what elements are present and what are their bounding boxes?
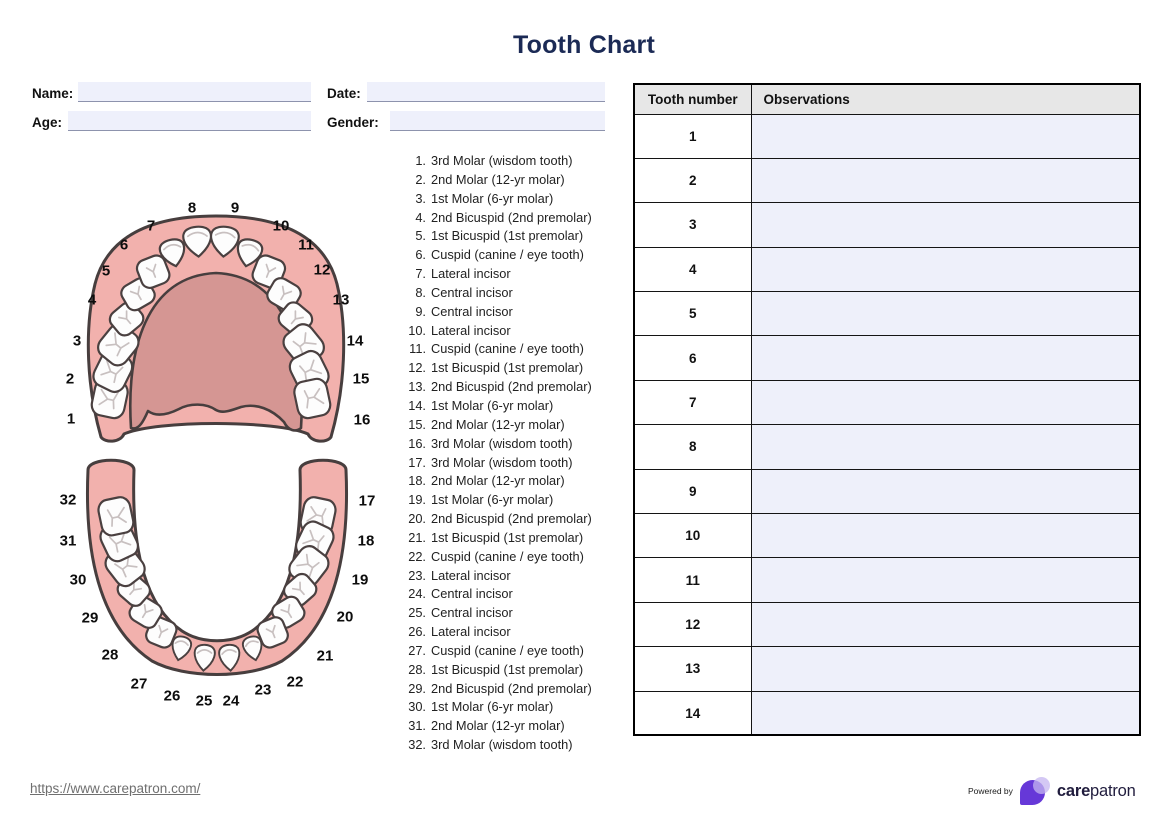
observations-cell[interactable]: [751, 247, 1140, 291]
date-input[interactable]: [367, 82, 605, 102]
tooth-list-number: 22.: [408, 548, 426, 564]
tooth-list-number: 17.: [408, 454, 426, 470]
list-item: [401, 454, 616, 473]
table-row: [634, 158, 1140, 202]
list-item: [401, 435, 616, 454]
observations-cell[interactable]: [751, 425, 1140, 469]
tooth-list-number: 30.: [408, 699, 426, 715]
tooth-list-number: 3.: [415, 190, 426, 206]
observations-cell[interactable]: [751, 158, 1140, 202]
table-header-row: [634, 84, 1140, 114]
list-item: [401, 736, 616, 755]
table-row: [634, 558, 1140, 602]
tooth-list-name: Cuspid (canine / eye tooth): [431, 548, 584, 564]
tooth-list-number: 2.: [415, 171, 426, 187]
tooth-number-cell: 13: [634, 647, 751, 691]
list-item: [401, 680, 616, 699]
observations-header: Observations: [751, 84, 1140, 114]
observations-cell[interactable]: [751, 380, 1140, 424]
tooth-number-label: 11: [298, 236, 314, 254]
list-item: [401, 209, 616, 228]
tooth-number-label: 3: [72, 332, 82, 350]
list-item: [401, 698, 616, 717]
list-item: [401, 322, 616, 341]
table-row: [634, 647, 1140, 691]
observations-cell[interactable]: [751, 469, 1140, 513]
tooth-number-label: 10: [272, 217, 290, 235]
observations-cell[interactable]: [751, 602, 1140, 646]
tooth-number-label: 31: [59, 532, 77, 550]
tooth-list-number: 14.: [408, 397, 426, 413]
tooth-number-label: 28: [101, 646, 119, 664]
tooth-list-name: Central incisor: [431, 586, 513, 602]
table-row: [634, 425, 1140, 469]
list-item: [401, 604, 616, 623]
tooth-number-label: 25: [195, 692, 213, 710]
tooth-number-label: 1: [66, 410, 76, 428]
table-row: [634, 691, 1140, 735]
tooth-list-number: 20.: [408, 511, 426, 527]
tooth-list-name: Lateral incisor: [431, 567, 511, 583]
tooth-list-number: 25.: [408, 605, 426, 621]
tooth-list-number: 19.: [408, 492, 426, 508]
list-item: [401, 623, 616, 642]
age-label: Age:: [32, 115, 62, 130]
list-item: [401, 491, 616, 510]
tooth-number-cell: 10: [634, 514, 751, 558]
gender-label: Gender:: [327, 115, 379, 130]
tooth-list-name: 2nd Bicuspid (2nd premolar): [431, 511, 592, 527]
tooth-number-cell: 5: [634, 292, 751, 336]
tooth-number-label: 14: [346, 332, 364, 350]
list-item: [401, 265, 616, 284]
tooth-list-name: Lateral incisor: [431, 322, 511, 338]
tooth-list-number: 32.: [408, 737, 426, 753]
tooth-number-cell: 9: [634, 469, 751, 513]
tooth-list-name: Central incisor: [431, 303, 513, 319]
table-row: [634, 336, 1140, 380]
tooth-shape: [97, 495, 136, 537]
tooth-list-name: 2nd Molar (12-yr molar): [431, 416, 565, 432]
tooth-number-cell: 14: [634, 691, 751, 735]
page-title: Tooth Chart: [513, 31, 655, 59]
tooth-number-label: 7: [146, 217, 156, 235]
tooth-number-label: 15: [352, 370, 370, 388]
tooth-number-header: Tooth number: [634, 84, 751, 114]
tooth-number-label: 16: [353, 411, 371, 429]
table-row: [634, 114, 1140, 158]
tooth-number-label: 29: [81, 609, 99, 627]
tooth-number-label: 6: [119, 236, 129, 254]
list-item: [401, 340, 616, 359]
table-row: [634, 292, 1140, 336]
name-input[interactable]: [78, 82, 311, 102]
list-item: [401, 585, 616, 604]
list-item: [401, 642, 616, 661]
table-row: [634, 380, 1140, 424]
tooth-list-name: 1st Molar (6-yr molar): [431, 492, 554, 508]
powered-by: [968, 776, 1136, 806]
tooth-number-cell: 1: [634, 114, 751, 158]
observations-table: [633, 83, 1141, 736]
list-item: [401, 548, 616, 567]
tooth-number-label: 27: [130, 675, 148, 693]
tooth-list-number: 29.: [408, 680, 426, 696]
tooth-list-name: Lateral incisor: [431, 624, 511, 640]
logo-dot-icon: [1033, 777, 1050, 794]
tooth-number-cell: 8: [634, 425, 751, 469]
observations-cell[interactable]: [751, 114, 1140, 158]
tooth-number-label: 17: [358, 492, 376, 510]
tooth-list-name: Lateral incisor: [431, 266, 511, 282]
tooth-list-number: 28.: [408, 661, 426, 677]
tooth-number-label: 8: [187, 199, 197, 217]
tooth-number-cell: 6: [634, 336, 751, 380]
tooth-list-number: 7.: [415, 266, 426, 282]
tooth-number-label: 9: [230, 199, 240, 217]
list-item: [401, 303, 616, 322]
list-item: [401, 510, 616, 529]
list-item: [401, 152, 616, 171]
tooth-number-label: 23: [254, 681, 272, 699]
tooth-list-number: 18.: [408, 473, 426, 489]
tooth-list-name: 2nd Bicuspid (2nd premolar): [431, 209, 592, 225]
list-item: [401, 359, 616, 378]
tooth-number-label: 2: [65, 370, 75, 388]
observations-cell[interactable]: [751, 292, 1140, 336]
list-item: [401, 284, 616, 303]
tooth-list-number: 26.: [408, 624, 426, 640]
list-item: [401, 378, 616, 397]
tooth-list-name: 1st Bicuspid (1st premolar): [431, 529, 584, 545]
date-label: Date:: [327, 86, 361, 101]
list-item: [401, 472, 616, 491]
observations-cell[interactable]: [751, 514, 1140, 558]
tooth-list-number: 15.: [408, 416, 426, 432]
tooth-list-name: 2nd Molar (12-yr molar): [431, 718, 565, 734]
tooth-number-label: 22: [286, 673, 304, 691]
list-item: [401, 661, 616, 680]
tooth-name-list: [401, 152, 616, 755]
tooth-number-cell: 3: [634, 203, 751, 247]
tooth-list-number: 9.: [415, 303, 426, 319]
tooth-list-number: 5.: [415, 228, 426, 244]
tooth-number-label: 24: [222, 692, 240, 710]
tooth-shape: [292, 377, 332, 420]
observations-cell[interactable]: [751, 558, 1140, 602]
tooth-list-number: 31.: [408, 718, 426, 734]
tooth-list-name: 2nd Molar (12-yr molar): [431, 473, 565, 489]
tooth-list-number: 11.: [409, 341, 426, 357]
observations-cell[interactable]: [751, 647, 1140, 691]
tooth-list-name: Cuspid (canine / eye tooth): [431, 642, 584, 658]
list-item: [401, 529, 616, 548]
tooth-list-name: 3rd Molar (wisdom tooth): [431, 454, 573, 470]
observations-cell[interactable]: [751, 691, 1140, 735]
tooth-list-name: 3rd Molar (wisdom tooth): [431, 435, 573, 451]
list-item: [401, 227, 616, 246]
tooth-number-label: 26: [163, 687, 181, 705]
footer-link[interactable]: https://www.carepatron.com/: [30, 781, 201, 796]
tooth-list-number: 10.: [408, 322, 426, 338]
list-item: [401, 717, 616, 736]
tooth-number-label: 32: [59, 491, 77, 509]
tooth-number-cell: 12: [634, 602, 751, 646]
tooth-list-number: 27.: [408, 642, 426, 658]
tooth-list-name: 3rd Molar (wisdom tooth): [431, 153, 573, 168]
tooth-number-label: 5: [101, 262, 111, 280]
table-row: [634, 514, 1140, 558]
tooth-list-number: 4.: [415, 209, 426, 225]
list-item: [401, 246, 616, 265]
tooth-list-number: 8.: [415, 284, 426, 300]
tooth-list-name: 1st Bicuspid (1st premolar): [431, 661, 584, 677]
name-label: Name:: [32, 86, 74, 101]
powered-by-label: Powered by: [968, 786, 1013, 796]
table-row: [634, 247, 1140, 291]
age-input[interactable]: [68, 111, 311, 131]
tooth-list-name: 2nd Bicuspid (2nd premolar): [431, 379, 592, 395]
list-item: [401, 567, 616, 586]
tooth-number-cell: 7: [634, 380, 751, 424]
tooth-list-name: 2nd Molar (12-yr molar): [431, 171, 565, 187]
tooth-number-cell: 11: [634, 558, 751, 602]
tooth-number-label: 30: [69, 571, 87, 589]
list-item: [401, 190, 616, 209]
list-item: [401, 171, 616, 190]
tooth-list-number: 1.: [415, 153, 426, 168]
table-row: [634, 203, 1140, 247]
tooth-number-label: 18: [357, 532, 375, 550]
table-row: [634, 602, 1140, 646]
tooth-list-number: 12.: [408, 360, 426, 376]
list-item: [401, 416, 616, 435]
tooth-number-label: 4: [87, 291, 97, 309]
tooth-number-cell: 2: [634, 158, 751, 202]
tooth-list-name: 1st Molar (6-yr molar): [431, 397, 554, 413]
brand-name: [1057, 782, 1136, 801]
list-item: [401, 397, 616, 416]
tooth-list-number: 16.: [408, 435, 426, 451]
tooth-list-name: 1st Molar (6-yr molar): [431, 190, 554, 206]
table-row: [634, 469, 1140, 513]
tooth-list-name: 1st Bicuspid (1st premolar): [431, 228, 584, 244]
observations-cell[interactable]: [751, 203, 1140, 247]
tooth-number-label: 12: [313, 261, 331, 279]
tooth-list-name: Cuspid (canine / eye tooth): [431, 247, 584, 263]
tooth-list-number: 6.: [415, 247, 426, 263]
tooth-number-label: 21: [316, 647, 334, 665]
tooth-list-name: Central incisor: [431, 284, 513, 300]
tooth-list-name: 1st Bicuspid (1st premolar): [431, 360, 584, 376]
carepatron-logo-icon: [1020, 777, 1050, 805]
tooth-list-number: 23.: [408, 567, 426, 583]
tooth-list-name: 3rd Molar (wisdom tooth): [431, 737, 573, 753]
gender-input[interactable]: [390, 111, 605, 131]
brand-name-bold: care: [1056, 781, 1091, 800]
tooth-list-name: 1st Molar (6-yr molar): [431, 699, 554, 715]
tooth-number-label: 19: [351, 571, 369, 589]
tooth-list-number: 21.: [408, 529, 426, 545]
tooth-number-cell: 4: [634, 247, 751, 291]
brand-name-rest: patron: [1090, 781, 1136, 800]
tooth-list-number: 13.: [408, 379, 426, 395]
observations-cell[interactable]: [751, 336, 1140, 380]
tooth-number-label: 20: [336, 608, 354, 626]
tooth-list-name: 2nd Bicuspid (2nd premolar): [431, 680, 592, 696]
tooth-list-number: 24.: [408, 586, 426, 602]
tooth-number-label: 13: [332, 291, 350, 309]
tooth-list-name: Cuspid (canine / eye tooth): [431, 341, 584, 357]
tooth-list-name: Central incisor: [431, 605, 513, 621]
